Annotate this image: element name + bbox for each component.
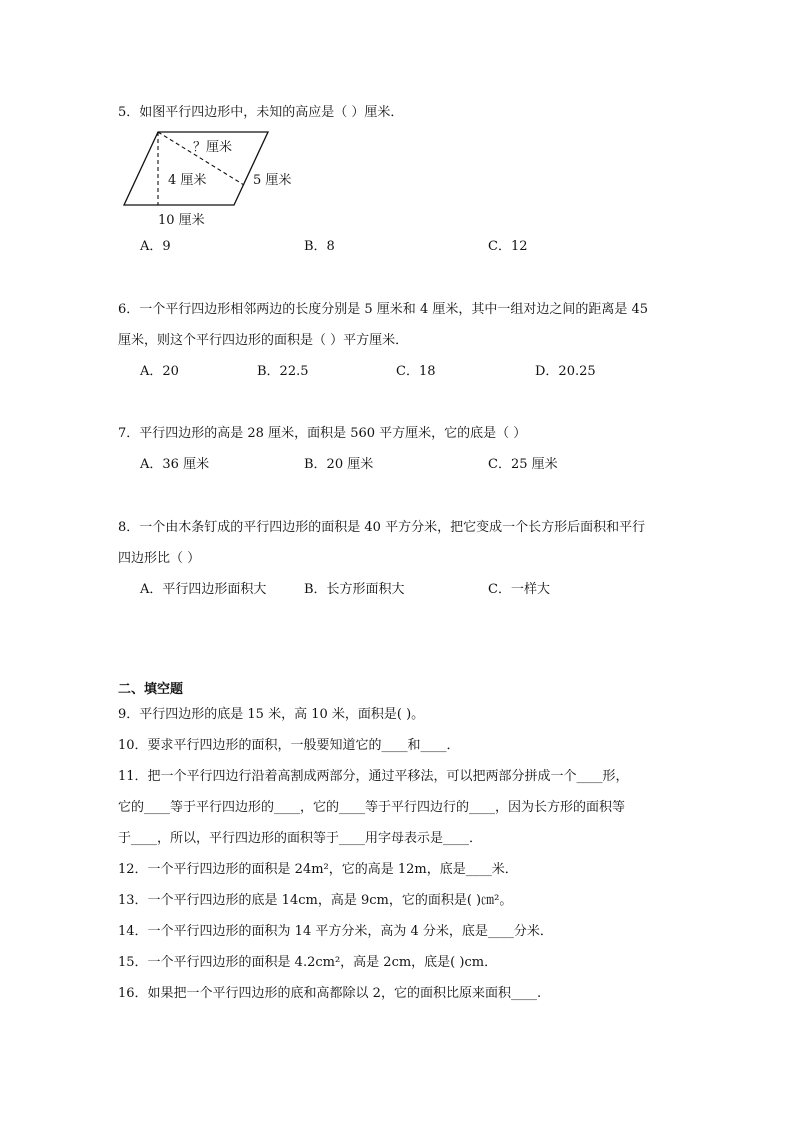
q6-option-c: C．18 (396, 364, 436, 379)
q5-option-a: A．9 (140, 239, 171, 254)
q8-option-c: C．一样大 (488, 582, 550, 597)
q6-option-b: B．22.5 (257, 364, 309, 379)
fill-q14: 14．一个平行四边形的面积为 14 平方分米，高为 4 分米，底是____分米． (118, 924, 553, 939)
fill-q16: 16．如果把一个平行四边形的底和高都除以 2，它的面积比原来面积____. (118, 986, 542, 1001)
label-base: 10 厘米 (158, 213, 205, 228)
q5-option-c: C．12 (488, 239, 528, 254)
fill-q13: 13．一个平行四边形的底是 14cm，高是 9cm，它的面积是( )㎝²。 (118, 893, 513, 908)
q8-option-a: A．平行四边形面积大 (140, 582, 267, 597)
q8-stem-line2: 四边形比（ ） (118, 551, 201, 566)
fill-q10: 10．要求平行四边形的面积，一般要知道它的____和____． (118, 738, 460, 753)
section-heading: 二、填空题 (118, 682, 184, 697)
q7-stem: 7．平行四边形的高是 28 厘米，面积是 560 平方厘米，它的底是（ ） (118, 426, 527, 441)
label-side: 5 厘米 (253, 173, 292, 188)
q6-option-d: D．20.25 (535, 364, 596, 379)
fill-q11-line2: 它的____等于平行四边形的____，它的____等于平行四边行的____，因为长方形的面积等 (118, 800, 626, 815)
q8-stem-line1: 8．一个由木条钉成的平行四边形的面积是 40 平方分米，把它变成一个长方形后面积和平行 (118, 520, 646, 535)
label-unknown-height: ？厘米 (193, 140, 233, 155)
label-height: 4 厘米 (168, 173, 207, 188)
fill-q15: 15．一个平行四边形的面积是 4.2cm²，高是 2cm，底是( )cm． (118, 955, 498, 970)
fill-q11-line3: 于____，所以，平行四边形的面积等于____用字母表示是____． (118, 831, 483, 846)
parallelogram-figure (0, 0, 794, 260)
q6-option-a: A．20 (140, 364, 179, 379)
q5-stem: 5．如图平行四边形中，未知的高应是（ ）厘米． (118, 105, 404, 120)
fill-q9: 9．平行四边形的底是 15 米，高 10 米，面积是( )。 (118, 707, 425, 722)
fill-q12: 12．一个平行四边形的面积是 24m²，它的高是 12m，底是____米． (118, 862, 518, 877)
q5-option-b: B．8 (304, 239, 335, 254)
q8-option-b: B．长方形面积大 (304, 582, 405, 597)
fill-q11-line1: 11．把一个平行四边行沿着高割成两部分，通过平移法，可以把两部分拼成一个____形， (118, 769, 629, 784)
q7-option-c: C．25 厘米 (488, 457, 558, 472)
q7-option-a: A．36 厘米 (140, 457, 210, 472)
q6-stem-line2: 厘米，则这个平行四边形的面积是（ ）平方厘米． (118, 333, 409, 348)
q7-option-b: B．20 厘米 (304, 457, 374, 472)
q6-stem-line1: 6．一个平行四边形相邻两边的长度分别是 5 厘米和 4 厘米，其中一组对边之间的距离是 45 (118, 302, 649, 317)
